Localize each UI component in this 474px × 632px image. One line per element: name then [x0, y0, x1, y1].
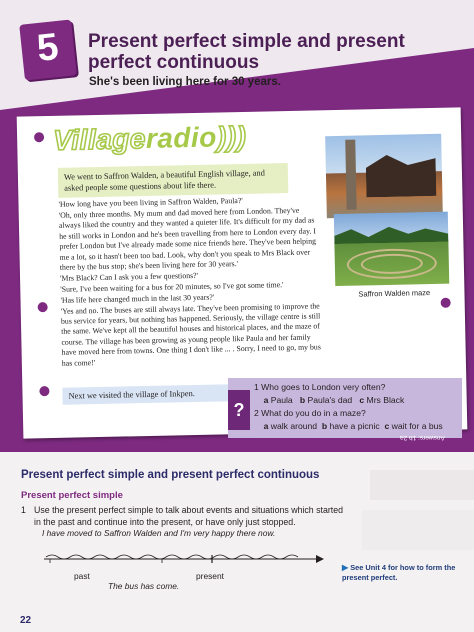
quiz-questions [254, 381, 464, 433]
timeline-wave [46, 555, 298, 559]
tudor-building [366, 154, 437, 197]
binder-hole [34, 132, 44, 142]
tree-line [334, 226, 448, 244]
grammar-rule [21, 504, 351, 528]
logo-village: Village [52, 122, 147, 156]
option-text: have a picnic [329, 421, 380, 431]
logo-radio: radio [145, 121, 218, 154]
unit-number: 5 [35, 26, 61, 71]
photo-caption: Saffron Walden maze [358, 288, 431, 299]
option-text: walk around [270, 421, 318, 431]
faded-panel [362, 510, 474, 550]
quiz-options-2 [254, 420, 464, 433]
quiz-question-1: 1 Who goes to London very often? [254, 382, 386, 392]
intro-box: We went to Saffron Walden, a beautiful English village, and asked people some questions about life there. [58, 163, 289, 198]
story-paragraph: 'Oh, only three months. My mum and dad moved here from London. They've always liked the country and they wanted a quieter life. It's difficult for my dad as he still works in London and he's been travelling from here to London every day. I prefer London but I've already made some nice friends here. They've been helping me a lot, so it hasn't been too bad. Look, why don't you speak to Mrs Black over there by the bus stop; she's been living here for 30 years.' [58, 205, 317, 272]
village-photo [325, 134, 443, 218]
see-unit-note [342, 563, 462, 583]
unit-title: Present perfect simple and present perfect continuous [88, 31, 405, 73]
unit-subtitle: She's been living here for 30 years. [89, 76, 281, 88]
option-letter: a [263, 421, 269, 431]
timeline-present-label: present [196, 571, 224, 581]
timeline-arrowhead [316, 555, 324, 563]
option-letter: a [263, 395, 269, 405]
upside-down-answers: Answers: 1b 2a [400, 434, 445, 441]
binder-hole [441, 298, 451, 308]
maze-photo [334, 212, 449, 286]
quiz-question-2: 2 What do you do in a maze? [254, 408, 366, 418]
binder-hole [39, 386, 49, 396]
arrow-right-icon: ▶ [342, 563, 349, 572]
bus-example: The bus has come. [108, 581, 180, 591]
grammar-example: I have moved to Saffron Walden and I'm very happy there now. [42, 528, 276, 538]
option-text: Paula's dad [307, 395, 353, 405]
grammar-title: Present perfect simple and present perfect continuous [21, 469, 320, 481]
timeline-past-label: past [74, 571, 90, 581]
option-letter: b [299, 395, 306, 405]
unit-number-badge [19, 19, 77, 80]
rule-text: Use the present perfect simple to talk about events and situations which started in the past and continue into the present, or have only just stopped. [34, 505, 344, 527]
faded-panel [370, 470, 474, 500]
grammar-subtitle: Present perfect simple [21, 490, 123, 501]
option-letter: c [359, 395, 365, 405]
option-text: Paula [270, 395, 293, 405]
page-number: 22 [20, 615, 32, 626]
story-paragraph: 'Mrs Black? Can I ask you a few questions?' [59, 270, 199, 283]
question-mark-icon: ? [228, 390, 250, 430]
binder-hole [38, 302, 48, 312]
logo-waves: ))) [216, 120, 247, 153]
visit-box: Next we visited the village of Inkpen. [62, 384, 238, 405]
option-letter: b [321, 421, 328, 431]
village-radio-logo [53, 121, 247, 157]
interview-text [58, 194, 323, 369]
timeline-diagram [44, 552, 324, 566]
quiz-options-1 [254, 394, 464, 407]
story-paragraph: 'Sure, I've been waiting for a bus for 20 minutes, so I've got some time.' [60, 279, 284, 294]
story-paragraph: 'Has life here changed much in the last 30 years?' [60, 292, 215, 305]
option-text: wait for a bus [391, 421, 443, 431]
story-paragraph: 'How long have you been living in Saffron Walden, Paula?' [58, 195, 243, 209]
option-letter: c [384, 421, 390, 431]
option-text: Mrs Black [366, 395, 405, 405]
story-paragraph: 'Yes and no. The buses are still always late. They've been promising to improve the bus service for years, but nothing has happened. Seriously, the village centre is still the same. We've kept all the beautiful houses and historical places, and the maze of course. The village has been growing as young people like Paula and her family have moved here from towns. One thing I don't like ... . Sorry, I need to go, my bus has come!' [60, 300, 321, 368]
clock-tower [345, 140, 356, 210]
see-note-text: See Unit 4 for how to form the present perfect. [342, 563, 456, 582]
rule-number: 1 [21, 505, 26, 515]
